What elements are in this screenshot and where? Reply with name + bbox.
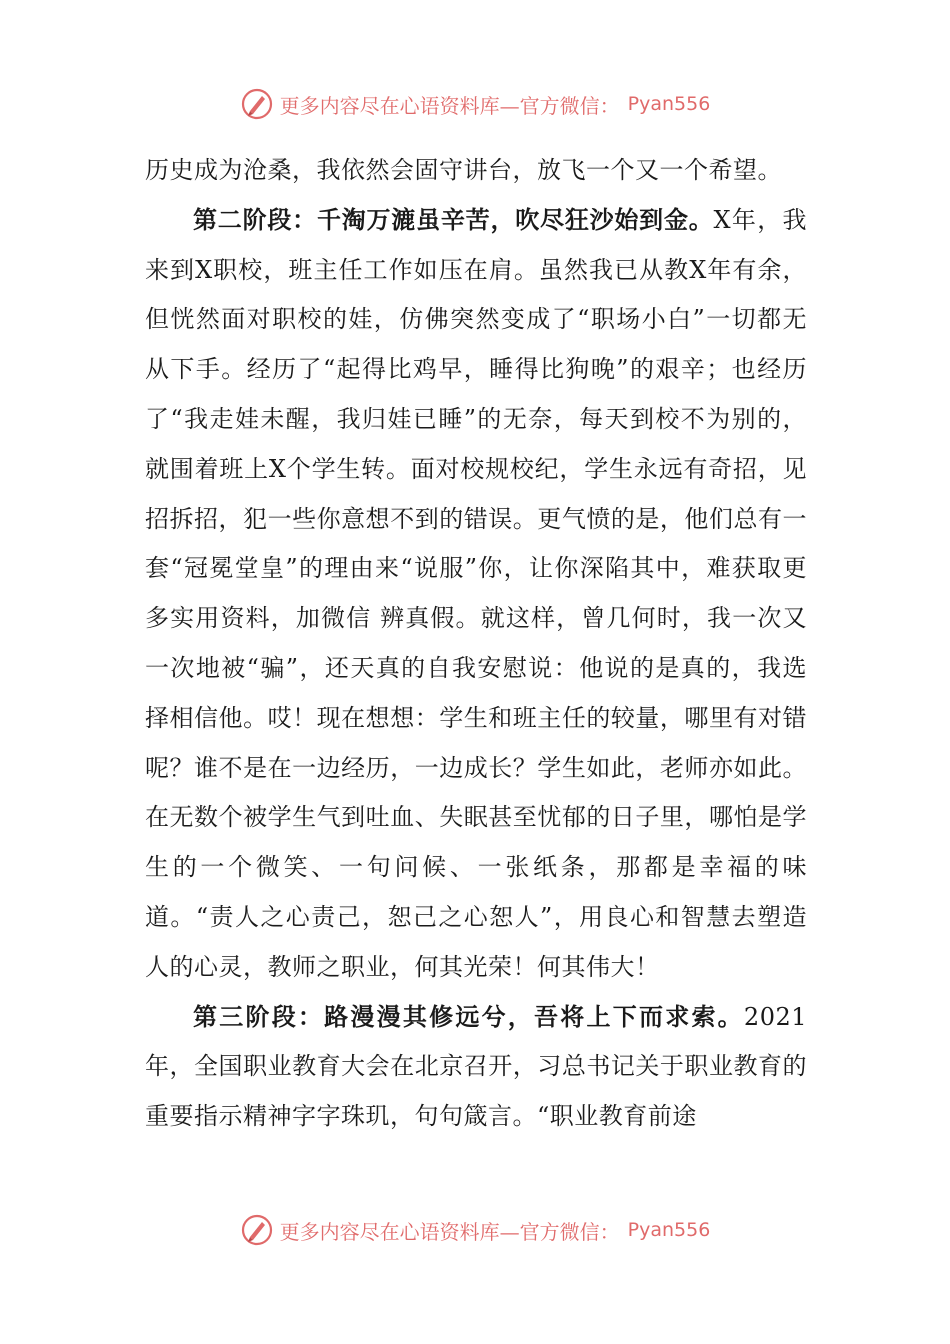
document-body	[145, 146, 807, 1142]
pen-logo-icon	[240, 87, 274, 121]
stage-two-heading: 第二阶段：千淘万漉虽辛苦，吹尽狂沙始到金。	[193, 205, 714, 234]
watermark-text: 更多内容尽在心语资料库—官方微信：	[279, 93, 620, 118]
footer-watermark	[0, 1210, 950, 1250]
paragraph-text: 2021年，全国职业教育大会在北京召开，习总书记关于职业教育的重要指示精神字字珠玑，句句箴言。“职业教育前途	[145, 1002, 807, 1131]
paragraph-stage-three	[145, 993, 807, 1142]
watermark-wechat-id: Pyan556	[627, 93, 711, 115]
watermark-text: 更多内容尽在心语资料库—官方微信：	[279, 1219, 620, 1244]
paragraph-continuation	[145, 146, 807, 196]
paragraph-text: X年，我来到X职校，班主任工作如压在肩。虽然我已从教X年有余，但恍然面对职校的娃，仿佛突然变成了“职场小白”一切都无从下手。经历了“起得比鸡早，睡得比狗晚”的艰辛；也经历了“我走娃未醒，我归娃已睡”的无奈，每天到校不为别的，就围着班上X个学生转。面对校规校纪，学生永远有奇招，见招拆招，犯一些你意想不到的错误。更气愤的是，他们总有一套“冠冕堂皇”的理由来“说服”你，让你深陷其中，难获取更多实用资料，加微信 辨真假。就这样，曾几何时，我一次又一次地被“骗”，还天真的自我安慰说：他说的是真的，我选择相信他。哎！现在想想：学生和班主任的较量，哪里有对错呢？谁不是在一边经历，一边成长？学生如此，老师亦如此。在无数个被学生气到吐血、失眠甚至忧郁的日子里，哪怕是学生的一个微笑、一句问候、一张纸条，那都是幸福的味道。“责人之心责己，恕己之心恕人”，用良心和智慧去塑造人的心灵，教师之职业，何其光荣！何其伟大！	[145, 205, 807, 981]
header-watermark	[0, 84, 950, 124]
paragraph-stage-two	[145, 196, 807, 993]
paragraph-text: 历史成为沧桑，我依然会固守讲台，放飞一个又一个希望。	[145, 156, 782, 184]
watermark-wechat-id: Pyan556	[627, 1219, 711, 1241]
pen-logo-icon	[240, 1213, 274, 1247]
stage-three-heading: 第三阶段：路漫漫其修远兮，吾将上下而求索。	[193, 1002, 744, 1031]
